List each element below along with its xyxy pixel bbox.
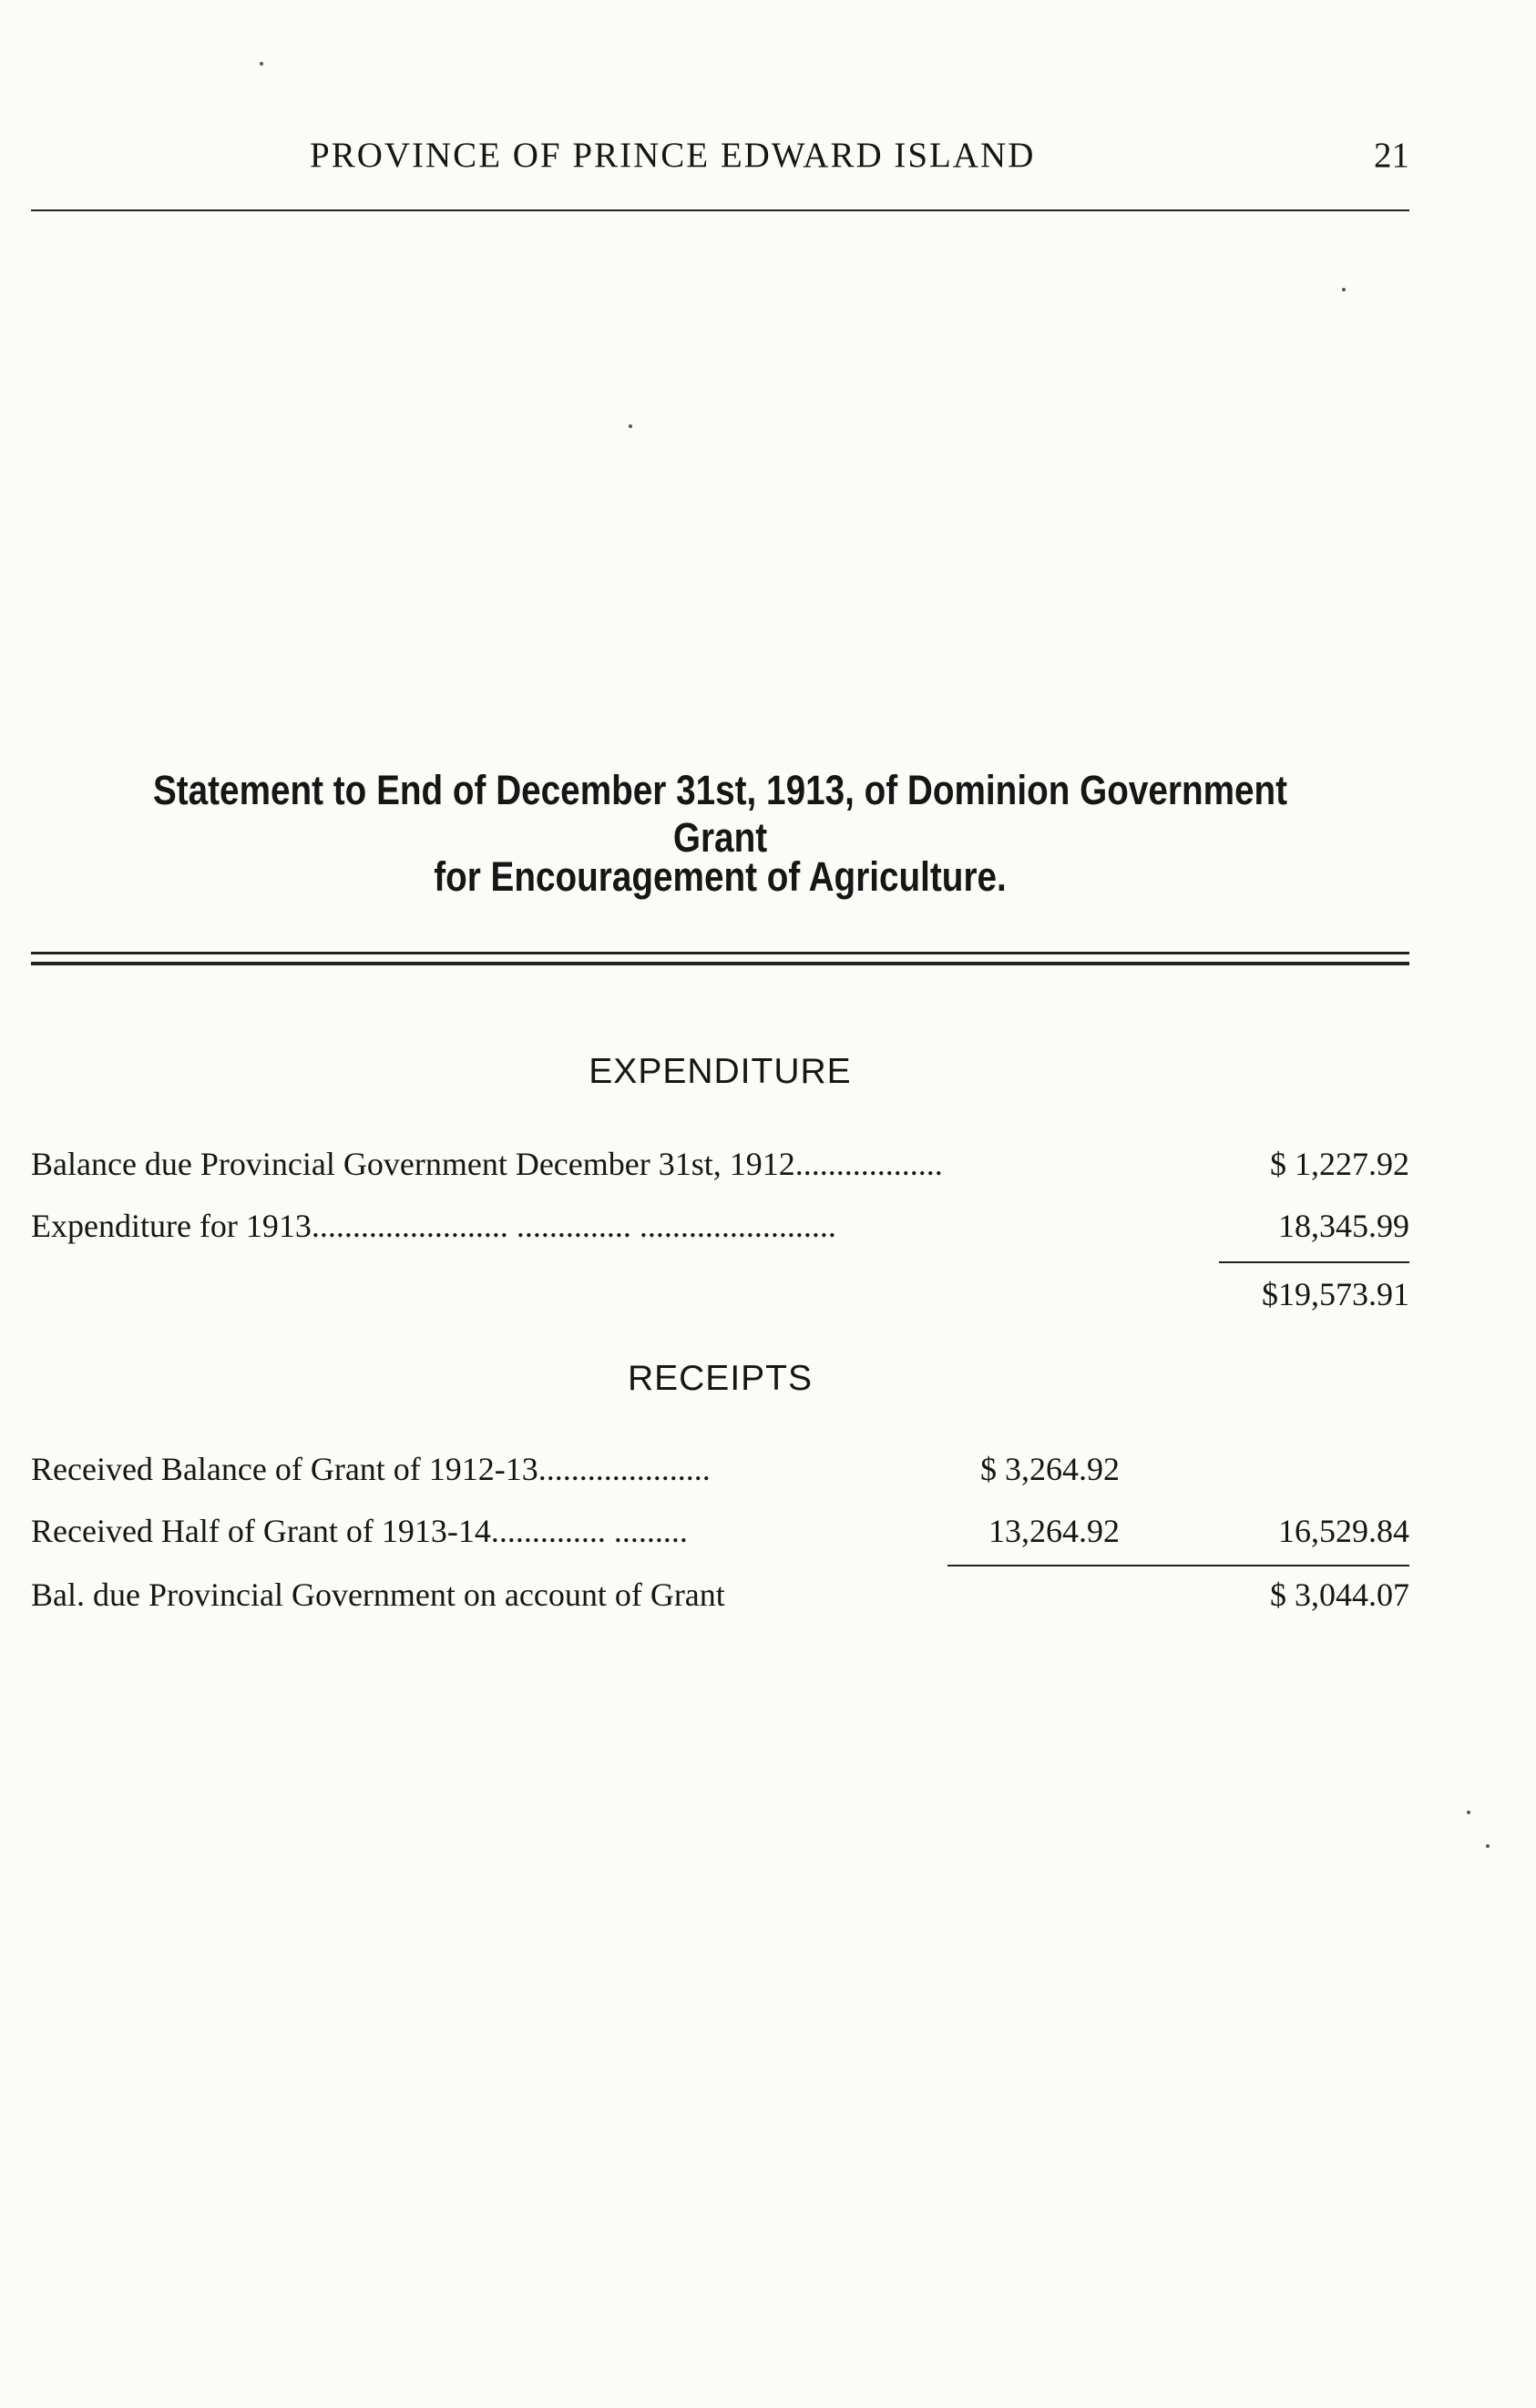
page-number: 21 <box>1374 136 1409 175</box>
expenditure-sum-rule <box>1219 1261 1409 1263</box>
balance-amount: $ 3,044.07 <box>1270 1576 1409 1613</box>
receipts-row-label: Received Half of Grant of 1913-14.............. ......... <box>31 1513 688 1549</box>
expenditure-row <box>31 1207 1409 1249</box>
receipts-sum-rule <box>947 1565 1409 1566</box>
statement-title-line-2: for Encouragement of Agriculture. <box>434 853 1007 900</box>
header-rule <box>31 209 1409 211</box>
title-rule-upper <box>31 952 1409 954</box>
paper-speck <box>1467 1811 1470 1814</box>
paper-speck <box>629 424 632 428</box>
receipts-total: 16,529.84 <box>1278 1513 1409 1549</box>
running-head <box>31 135 1409 189</box>
running-title: PROVINCE OF PRINCE EDWARD ISLAND <box>310 136 1036 175</box>
balance-row <box>31 1576 1409 1617</box>
expenditure-row-amount: $ 1,227.92 <box>1270 1146 1409 1182</box>
receipts-row <box>31 1450 1409 1492</box>
expenditure-heading: EXPENDITURE <box>589 1052 852 1091</box>
receipts-row-label: Received Balance of Grant of 1912-13..................... <box>31 1451 711 1487</box>
expenditure-row-label: Expenditure for 1913........................ .............. ........................ <box>31 1208 836 1244</box>
title-rule-lower <box>31 962 1409 965</box>
paper-speck <box>260 62 263 66</box>
paper-speck <box>1342 288 1346 291</box>
receipts-heading: RECEIPTS <box>627 1359 814 1398</box>
statement-title-line-1: Statement to End of December 31st, 1913, of Dominion Government Grant <box>152 767 1288 861</box>
receipts-row <box>31 1512 1409 1554</box>
expenditure-row <box>31 1145 1409 1187</box>
receipts-row-amount: 13,264.92 <box>988 1513 1120 1549</box>
balance-label: Bal. due Provincial Government on account of Grant <box>31 1576 725 1613</box>
expenditure-total: $19,573.91 <box>1262 1276 1409 1312</box>
receipts-row-amount: $ 3,264.92 <box>980 1451 1120 1487</box>
expenditure-row-label: Balance due Provincial Government December 31st, 1912.................. <box>31 1146 943 1182</box>
expenditure-total-row <box>31 1275 1409 1317</box>
paper-speck <box>1486 1844 1490 1848</box>
expenditure-row-amount: 18,345.99 <box>1278 1208 1409 1244</box>
